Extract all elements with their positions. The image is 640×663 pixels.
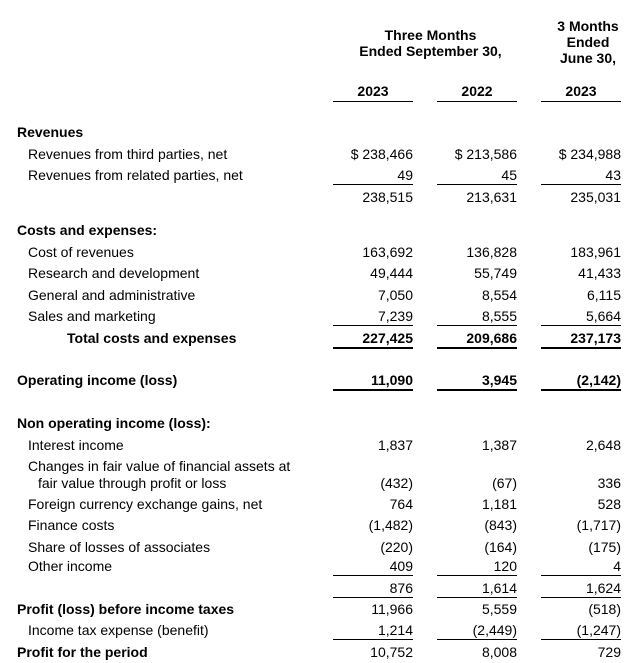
cell-associates-3: (175) [588,539,621,555]
row-label-rnd: Research and development [28,265,200,281]
cell-fx-2: 1,181 [481,496,517,512]
section-operating: Operating income (loss) [17,372,178,388]
cell-rev-third-3: $ 234,988 [558,146,621,162]
header-three-months: Three Months Ended September 30, [359,27,502,59]
cell-rev-third-1: $ 238,466 [350,146,413,162]
cell-pbt-1: 11,966 [371,601,413,617]
cell-rnd-2: 55,749 [474,265,517,281]
cell-rev-related-1: 49 [333,167,413,185]
cell-tax-3: (1,247) [541,622,621,640]
cell-rev-total-2: 213,631 [466,189,517,205]
section-revenues: Revenues [17,124,84,140]
cell-interest-3: 2,648 [585,437,621,453]
cell-finance-1: (1,482) [368,517,413,533]
cell-operating-1: 11,090 [333,372,413,391]
cell-fx-3: 528 [597,496,621,512]
cell-cost-rev-3: 183,961 [570,244,621,260]
cell-profit-2: 8,008 [481,644,517,660]
cell-interest-1: 1,837 [377,437,413,453]
cell-other-3: 4 [541,558,621,576]
year-col-3: 2023 [541,84,621,102]
section-pbt: Profit (loss) before income taxes [17,601,235,617]
section-profit: Profit for the period [17,644,148,660]
cell-cost-rev-2: 136,828 [466,244,517,260]
row-label-cost-rev: Cost of revenues [28,244,134,260]
cell-tax-1: 1,214 [333,622,413,640]
cell-fx-1: 764 [389,496,413,512]
cell-nonop-total-3: 1,624 [541,580,621,598]
cell-rnd-3: 41,433 [578,265,621,281]
cell-fv-2: (67) [492,475,517,491]
row-label-interest: Interest income [28,437,124,453]
cell-rev-related-3: 43 [541,167,621,185]
cell-total-costs-2: 209,686 [437,330,517,349]
row-label-rev-related: Revenues from related parties, net [28,167,243,183]
cell-rev-total-3: 235,031 [570,189,621,205]
cell-snm-1: 7,239 [333,308,413,326]
cell-associates-1: (220) [380,539,413,555]
cell-interest-2: 1,387 [481,437,517,453]
header-june: 3 Months Ended June 30, [557,18,619,66]
row-label-fv-line1: Changes in fair value of financial assets at [28,458,291,474]
cell-total-costs-3: 237,173 [541,330,621,349]
cell-tax-2: (2,449) [437,622,517,640]
row-label-tax: Income tax expense (benefit) [28,622,209,638]
section-nonop: Non operating income (loss): [17,415,211,431]
cell-snm-2: 8,555 [437,308,517,326]
cell-rev-third-2: $ 213,586 [454,146,517,162]
section-costs: Costs and expenses: [17,222,158,238]
cell-pbt-3: (518) [588,601,621,617]
cell-gna-2: 8,554 [481,287,517,303]
cell-pbt-2: 5,559 [481,601,517,617]
cell-total-costs-1: 227,425 [333,330,413,349]
cell-rev-total-1: 238,515 [362,189,413,205]
cell-other-2: 120 [437,558,517,576]
cell-nonop-total-1: 876 [333,580,413,598]
cell-gna-3: 6,115 [587,287,621,303]
row-label-other: Other income [28,558,113,574]
row-label-associates: Share of losses of associates [28,539,211,555]
cell-associates-2: (164) [484,539,517,555]
cell-cost-rev-1: 163,692 [362,244,413,260]
row-label-fx: Foreign currency exchange gains, net [28,496,263,512]
cell-nonop-total-2: 1,614 [437,580,517,598]
cell-profit-3: 729 [597,644,621,660]
row-label-snm: Sales and marketing [28,308,156,324]
row-label-finance: Finance costs [28,517,115,533]
cell-operating-3: (2,142) [541,372,621,391]
cell-fv-1: (432) [380,475,413,491]
year-col-2: 2022 [437,84,517,102]
row-label-fv: fair value through profit or loss [38,475,227,491]
cell-finance-2: (843) [484,517,517,533]
cell-snm-3: 5,664 [541,308,621,326]
cell-operating-2: 3,945 [437,372,517,391]
year-col-1: 2023 [333,84,413,102]
cell-other-1: 409 [333,558,413,576]
cell-profit-1: 10,752 [370,644,413,660]
row-label-gna: General and administrative [28,287,196,303]
row-label-rev-third: Revenues from third parties, net [28,146,228,162]
row-label-total-costs: Total costs and expenses [67,330,237,346]
cell-rnd-1: 49,444 [370,265,413,281]
cell-rev-related-2: 45 [437,167,517,185]
cell-gna-1: 7,050 [377,287,413,303]
cell-fv-3: 336 [597,475,621,491]
cell-finance-3: (1,717) [576,517,621,533]
